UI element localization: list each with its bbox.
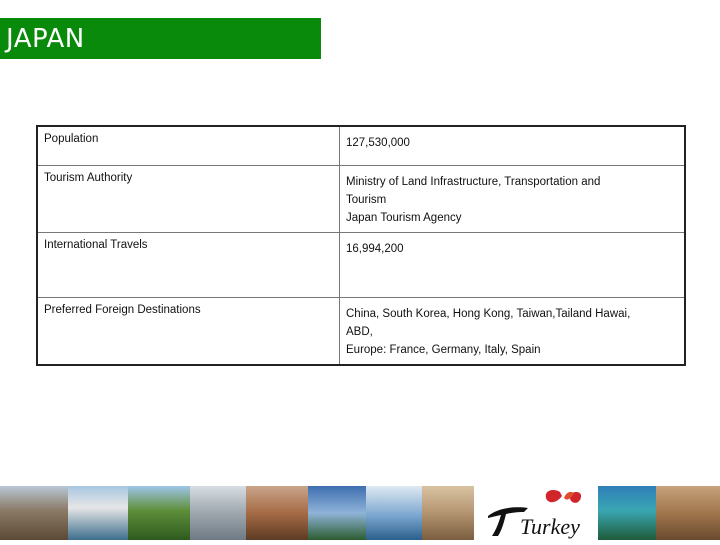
photo-balloons [246, 486, 308, 540]
title-bar [0, 18, 321, 59]
value-line: Tourism [346, 194, 387, 206]
photo-turquoise-coast [598, 486, 656, 540]
photo-green-field [128, 486, 190, 540]
table-row [37, 166, 685, 233]
row-value [340, 126, 686, 166]
value-line: Japan Tourism Agency [346, 212, 462, 224]
photo-ancient-library [422, 486, 474, 540]
photo-logo-panel [474, 486, 598, 540]
table-row [37, 233, 685, 298]
photo-rock-coast [0, 486, 68, 540]
value-line: 16,994,200 [346, 243, 404, 255]
info-table [36, 125, 686, 366]
turkey-logo [474, 486, 598, 540]
photo-ski-slope [308, 486, 366, 540]
row-label: International Travels [37, 233, 340, 298]
row-label: Preferred Foreign Destinations [37, 298, 340, 366]
row-value [340, 298, 686, 366]
logo-wordmark: Turkey [520, 514, 580, 539]
value-line: Ministry of Land Infrastructure, Transportation and [346, 176, 601, 188]
value-line: China, South Korea, Hong Kong, Taiwan,Tailand Hawai, [346, 308, 631, 320]
photo-harbor-boats [68, 486, 128, 540]
value-line: Europe: France, Germany, Italy, Spain [346, 344, 541, 356]
row-value [340, 233, 686, 298]
value-line: 127,530,000 [346, 137, 410, 149]
row-value [340, 166, 686, 233]
row-label: Population [37, 126, 340, 166]
photo-sailboat [366, 486, 422, 540]
photo-mosaic [656, 486, 720, 540]
table-row [37, 298, 685, 366]
page-title: JAPAN [6, 24, 85, 54]
photo-mosque [190, 486, 246, 540]
row-label: Tourism Authority [37, 166, 340, 233]
value-line: ABD, [346, 326, 373, 338]
photo-strip [0, 486, 720, 540]
table-row [37, 126, 685, 166]
